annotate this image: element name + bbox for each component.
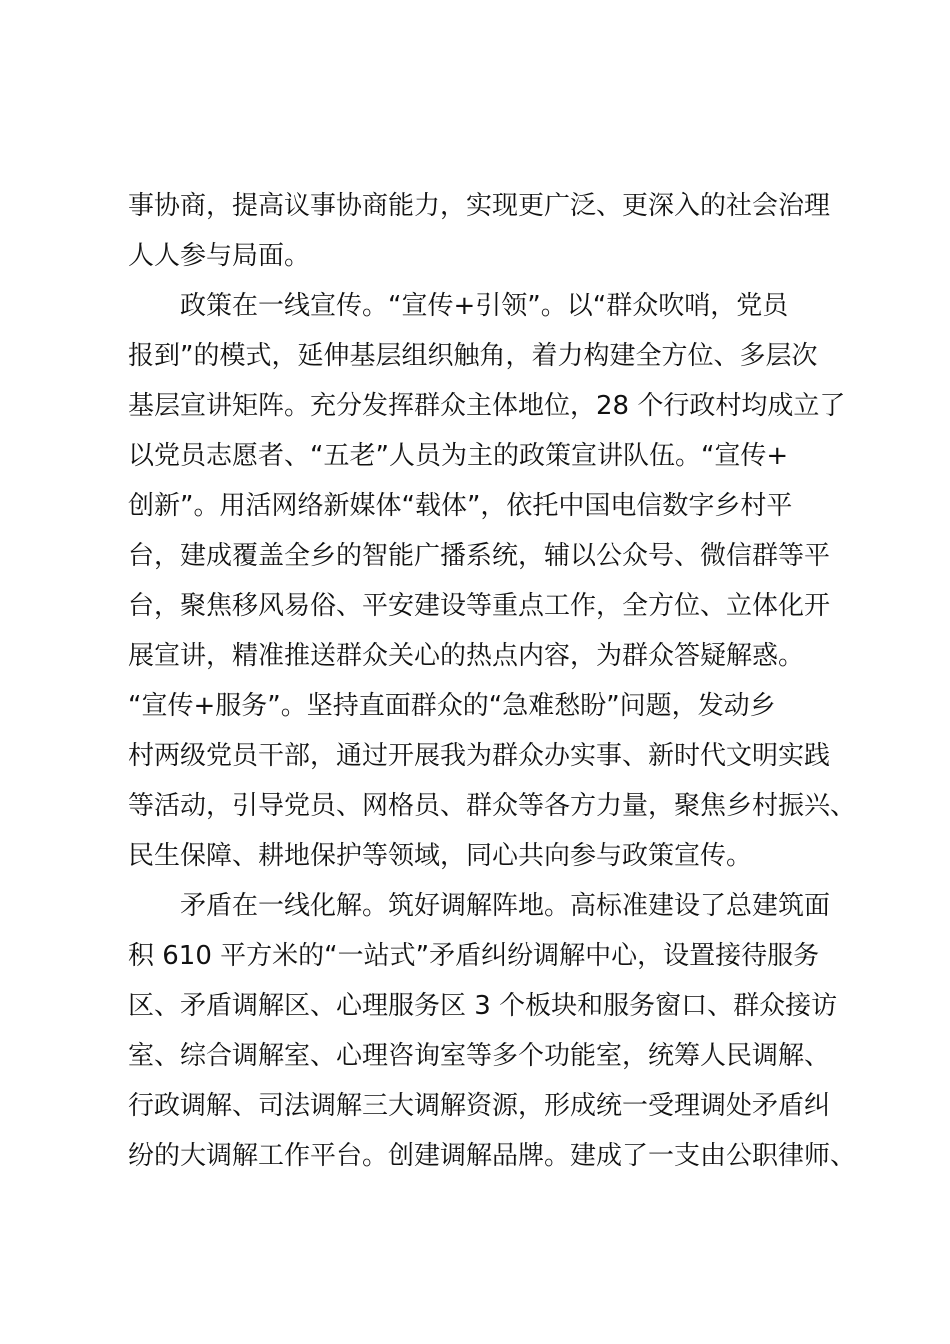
text-line: 基层宣讲矩阵。充分发挥群众主体地位，28 个行政村均成立了 <box>128 391 846 421</box>
paragraph-start-line: 矛盾在一线化解。筑好调解阵地。高标准建设了总建筑面 <box>128 891 831 921</box>
text-line: 展宣讲，精准推送群众关心的热点内容，为群众答疑解惑。 <box>128 641 805 671</box>
text-line: 报到”的模式，延伸基层组织触角，着力构建全方位、多层次 <box>128 341 818 371</box>
text-line: 积 610 平方米的“一站式”矛盾纠纷调解中心，设置接待服务 <box>128 941 820 971</box>
paragraph-start-line: 政策在一线宣传。“宣传+引领”。以“群众吹哨，党员 <box>128 291 789 321</box>
text-line: 等活动，引导党员、网格员、群众等各方力量，聚焦乡村振兴、 <box>128 791 857 821</box>
text-line: 区、矛盾调解区、心理服务区 3 个板块和服务窗口、群众接访 <box>128 991 838 1021</box>
text-line: 村两级党员干部，通过开展我为群众办实事、新时代文明实践 <box>128 741 831 771</box>
text-line: “宣传+服务”。坚持直面群众的“急难愁盼”问题，发动乡 <box>128 691 776 721</box>
text-line: 事协商，提高议事协商能力，实现更广泛、更深入的社会治理 <box>128 191 831 221</box>
text-line: 创新”。用活网络新媒体“载体”，依托中国电信数字乡村平 <box>128 491 793 521</box>
text-line: 台，聚焦移风易俗、平安建设等重点工作，全方位、立体化开 <box>128 591 831 621</box>
text-line: 民生保障、耕地保护等领域，同心共向参与政策宣传。 <box>128 841 753 871</box>
text-line: 纷的大调解工作平台。创建调解品牌。建成了一支由公职律师、 <box>128 1141 857 1171</box>
text-line: 室、综合调解室、心理咨询室等多个功能室，统筹人民调解、 <box>128 1041 831 1071</box>
text-line: 台，建成覆盖全乡的智能广播系统，辅以公众号、微信群等平 <box>128 541 831 571</box>
text-line: 人人参与局面。 <box>128 241 311 271</box>
text-line: 以党员志愿者、“五老”人员为主的政策宣讲队伍。“宣传+ <box>128 441 789 471</box>
text-line: 行政调解、司法调解三大调解资源，形成统一受理调处矛盾纠 <box>128 1091 831 1121</box>
